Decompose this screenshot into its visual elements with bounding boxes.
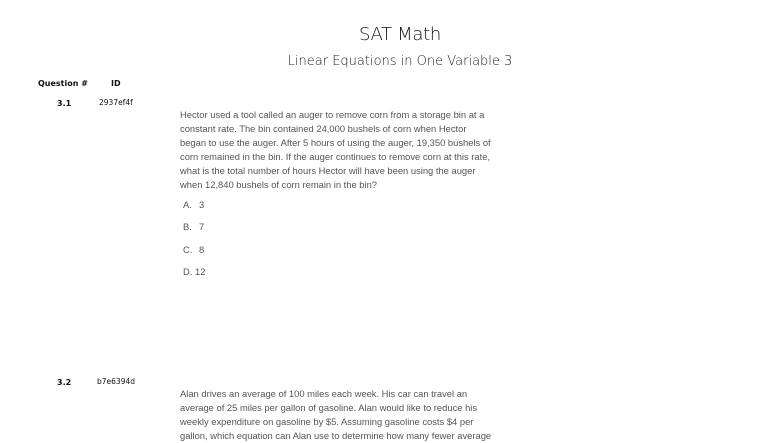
page-title: SAT Math — [358, 24, 442, 45]
choice-letter: B. — [183, 221, 192, 232]
stem-line: weekly expenditure on gasoline by $5. Assuming gasoline costs $4 per — [180, 416, 474, 428]
question-stem — [180, 387, 510, 443]
question-number: 3.2 — [57, 378, 72, 387]
page-subtitle: Linear Equations in One Variable 3 — [287, 54, 513, 69]
choice-letter: A. — [183, 199, 192, 210]
answer-choice-b — [183, 221, 204, 232]
stem-line: corn remained in the bin. If the auger continues to remove corn at this rate, — [180, 151, 491, 163]
question-stem — [180, 108, 510, 193]
choice-letter: C. — [183, 244, 193, 255]
answer-choice-a — [183, 199, 204, 210]
stem-line: when 12,840 bushels of corn remain in the bin? — [180, 179, 378, 191]
stem-line: began to use the auger. After 5 hours of using the auger, 19,350 bushels of — [180, 137, 491, 149]
question-id: b7e6394d — [97, 377, 135, 386]
stem-line: Hector used a tool called an auger to remove corn from a storage bin at a — [180, 109, 485, 120]
choice-value: 7 — [199, 221, 205, 232]
stem-line: Alan drives an average of 100 miles each week. His car can travel an — [180, 388, 468, 399]
stem-line: constant rate. The bin contained 24,000 bushels of corn when Hector — [180, 123, 467, 135]
choice-value: 12 — [194, 266, 206, 277]
question-number: 3.1 — [57, 99, 72, 108]
question-id: 2937ef4f — [99, 98, 133, 107]
choice-value: 3 — [199, 199, 205, 210]
choice-letter: D. — [183, 266, 193, 277]
column-header-id: ID — [111, 79, 121, 88]
stem-line: gallon, which equation can Alan use to determine how many fewer average — [180, 430, 492, 442]
stem-line: average of 25 miles per gallon of gasoline. Alan would like to reduce his — [180, 402, 478, 414]
choice-value: 8 — [199, 244, 205, 255]
column-header-question: Question # — [38, 79, 88, 88]
answer-choice-d — [183, 266, 205, 277]
stem-line: what is the total number of hours Hector will have been using the auger — [180, 165, 476, 177]
answer-choice-c — [183, 244, 204, 255]
